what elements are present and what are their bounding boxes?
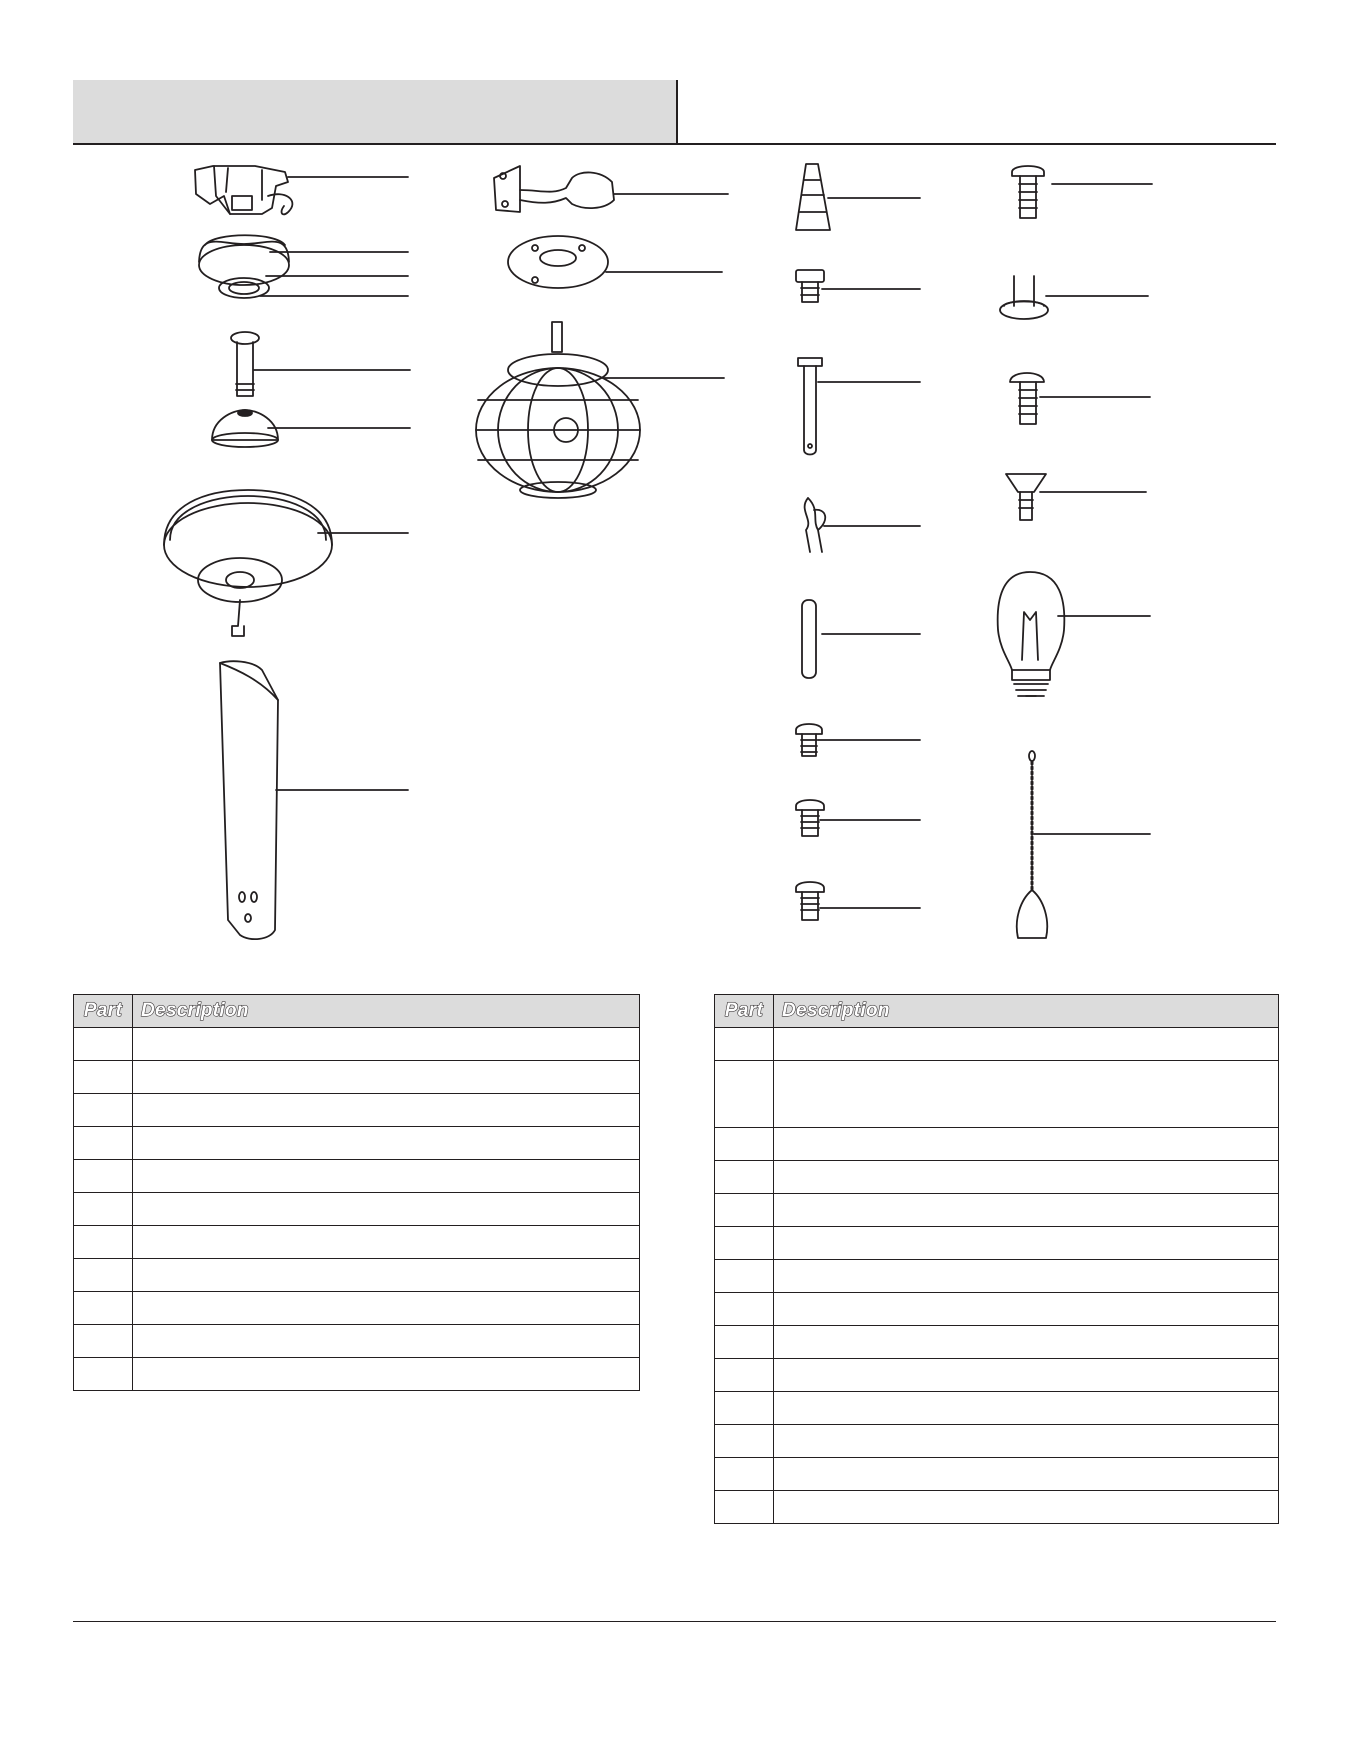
balancing-pin-illustration [802,600,920,678]
column-header-description: Description [774,995,1279,1028]
table-row [715,1425,1279,1458]
part-cell [74,1160,133,1193]
downrod-illustration [231,332,410,396]
part-cell [715,1128,774,1161]
part-cell [74,1358,133,1391]
part-cell [715,1491,774,1524]
column-header-part: Part [74,995,133,1028]
blade-arm-illustration [494,166,728,212]
description-cell [774,1128,1279,1161]
part-cell [74,1193,133,1226]
parts-table-left [73,994,640,1391]
description-cell [133,1028,640,1061]
part-cell [715,1161,774,1194]
description-cell [774,1425,1279,1458]
table-row [74,1193,640,1226]
description-cell [774,1392,1279,1425]
part-cell [715,1227,774,1260]
table-row [74,1325,640,1358]
description-cell [133,1061,640,1094]
table-row [715,1194,1279,1227]
part-cell [74,1061,133,1094]
table-row [715,1028,1279,1061]
table-row [715,1161,1279,1194]
part-cell [715,1359,774,1392]
part-cell [715,1425,774,1458]
description-cell [133,1226,640,1259]
part-cell [715,1392,774,1425]
motor-housing-illustration [164,490,408,636]
table-row [715,1260,1279,1293]
screw-illustration-4 [1012,166,1152,218]
parts-table-right [714,994,1279,1524]
description-cell [774,1028,1279,1061]
description-cell [774,1227,1279,1260]
part-cell [74,1094,133,1127]
description-cell [774,1458,1279,1491]
table-row [715,1128,1279,1161]
table-row [74,1259,640,1292]
light-bulb-illustration [998,572,1150,696]
description-cell [133,1193,640,1226]
part-cell [715,1293,774,1326]
small-screw-illustration-1 [796,724,920,756]
description-cell [774,1326,1279,1359]
cotter-pin-illustration [805,498,920,552]
table-row [74,1292,640,1325]
part-cell [715,1194,774,1227]
description-cell [774,1491,1279,1524]
part-cell [74,1127,133,1160]
pull-chain-illustration [1017,751,1150,938]
part-cell [715,1061,774,1128]
description-cell [133,1292,640,1325]
table-row [715,1491,1279,1524]
table-row [74,1028,640,1061]
blade-illustration [220,661,408,939]
table-row [74,1061,640,1094]
description-cell [133,1160,640,1193]
description-cell [774,1194,1279,1227]
small-screw-illustration-3 [796,882,920,920]
table-row [715,1293,1279,1326]
footer-rule [73,1621,1276,1622]
switch-plate-illustration [508,236,722,288]
table-row [74,1094,640,1127]
table-row [715,1458,1279,1491]
part-cell [715,1260,774,1293]
canopy-illustration [199,235,408,298]
part-cell [715,1326,774,1359]
description-cell [133,1358,640,1391]
table-row [715,1227,1279,1260]
table-row [715,1359,1279,1392]
description-cell [774,1260,1279,1293]
table-row [74,1358,640,1391]
table-row [74,1127,640,1160]
description-cell [774,1293,1279,1326]
table-row [74,1160,640,1193]
table-header-row [74,995,640,1028]
description-cell [774,1359,1279,1392]
speed-nut-illustration [1000,276,1148,319]
table-header-row [715,995,1279,1028]
part-cell [74,1259,133,1292]
column-header-description: Description [133,995,640,1028]
coupling-cover-illustration [212,410,410,447]
description-cell [133,1325,640,1358]
thumb-screw-illustration [796,270,920,302]
table-row [74,1226,640,1259]
wire-nut-illustration [796,164,920,230]
description-cell [133,1094,640,1127]
table-row [715,1061,1279,1128]
description-cell [133,1127,640,1160]
light-cage-illustration [476,322,724,498]
flat-head-screw-illustration [1006,474,1146,520]
part-cell [715,1458,774,1491]
part-cell [74,1292,133,1325]
clevis-pin-illustration [798,358,920,455]
mounting-bracket-illustration [195,166,408,214]
description-cell [133,1259,640,1292]
description-cell [774,1061,1279,1128]
description-cell [774,1161,1279,1194]
screw-illustration-5 [1010,373,1150,424]
small-screw-illustration-2 [796,800,920,836]
column-header-part: Part [715,995,774,1028]
part-cell [74,1325,133,1358]
table-row [715,1326,1279,1359]
part-cell [74,1226,133,1259]
part-cell [715,1028,774,1061]
part-cell [74,1028,133,1061]
table-row [715,1392,1279,1425]
